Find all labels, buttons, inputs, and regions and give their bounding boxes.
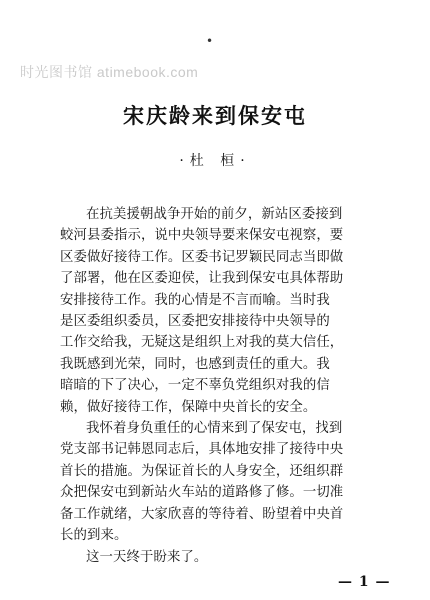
author-byline: ·杜 桓· [179,153,251,169]
watermark: 时光图书馆 atimebook.com [20,64,199,80]
text-line: 长的到来。 [60,528,128,544]
text-line: 区委做好接待工作。区委书记罗颖民同志当即做 [60,249,344,265]
text-line: 首长的措施。为保证首长的人身安全，还组织群 [60,463,344,479]
article-body [60,204,418,568]
text-line: 众把保安屯到新站火车站的道路修了修。一切准 [60,485,344,501]
text-line: 我既感到光荣，同时，也感到责任的重大。我 [60,356,330,372]
text-line: 在抗美援朝战争开始的前夕，新站区委接到 [86,207,343,222]
text-line: 我怀着身负重任的心情来到了保安屯，找到 [86,421,343,437]
text-line: 工作交给我，无疑这是组织上对我的莫大信任， [60,335,344,351]
text-line: 赖，做好接待工作，保障中央首长的安全。 [60,399,317,415]
text-line: 暗暗的下了决心，一定不辜负党组织对我的信 [60,378,330,394]
text-line: 是区委组织委员，区委把安排接待中央领导的 [60,314,330,330]
page-number: — 1 — [338,574,391,590]
text-line: 了部署，他在区委迎侯，让我到保安屯具体帮助 [60,271,344,287]
text-line: 备工作就绪，大家欣喜的等待着、盼望着中央首 [60,506,344,522]
text-line: 党支部书记韩恩同志后，具体地安排了接待中央 [60,442,344,458]
text-line: 这一天终于盼来了。 [86,549,208,565]
text-line: 蛟河县委指示，说中央领导要来保安屯视察，要 [60,228,344,244]
page-title: 宋庆龄来到保安屯 [123,103,307,128]
text-line: 安排接待工作。我的心情是不言而喻。当时我 [60,292,330,308]
header-mark: • [206,34,214,48]
